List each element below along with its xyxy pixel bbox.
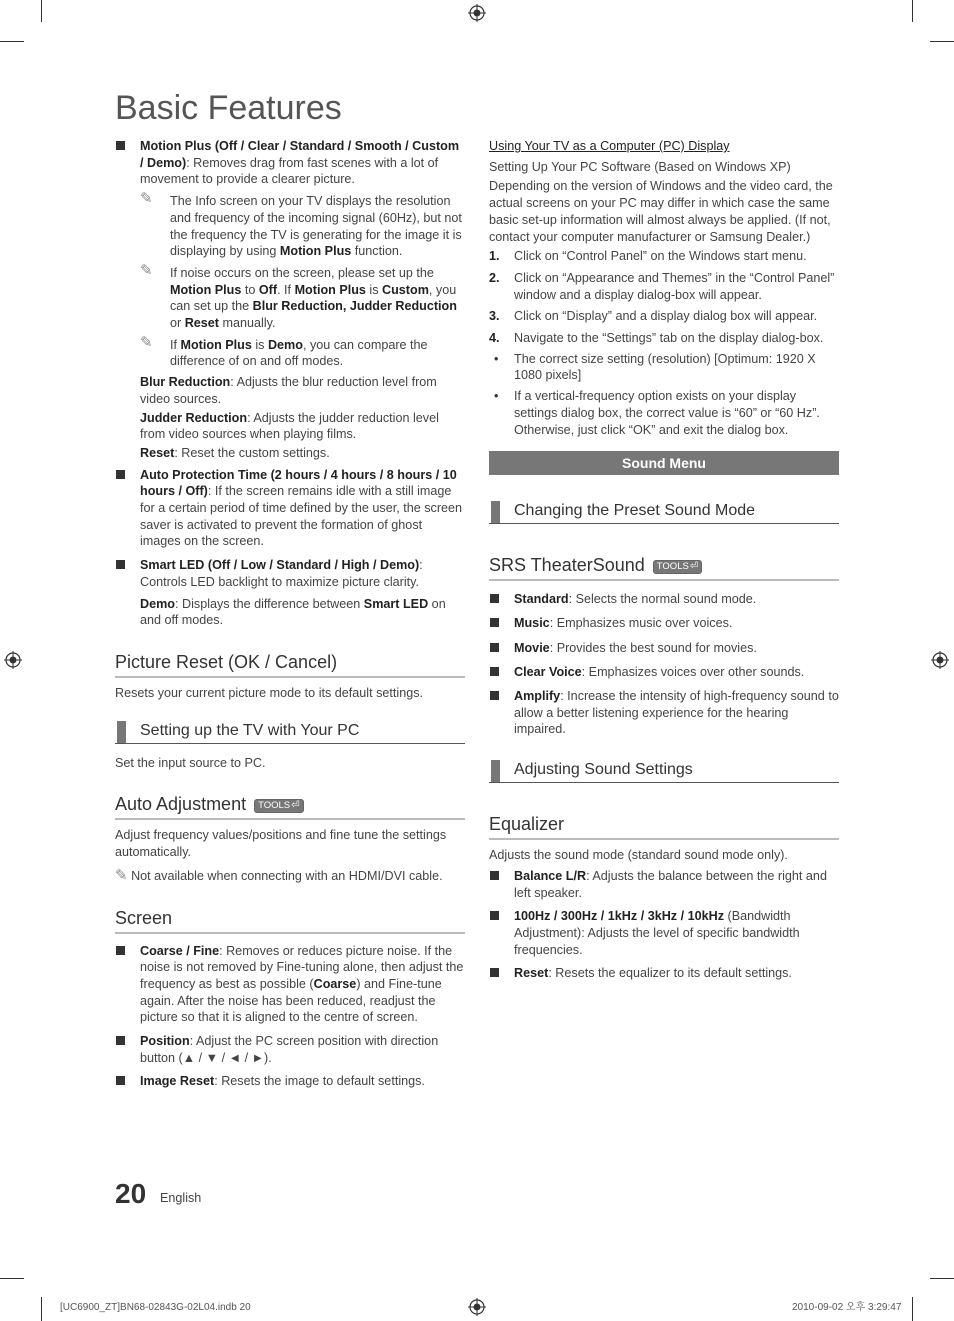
item-label: Clear Voice xyxy=(514,664,582,679)
page-title: Basic Features xyxy=(115,89,342,127)
item-text: : Emphasizes music over voices. xyxy=(549,616,733,631)
note-info-screen: ✎ The Info screen on your TV displays the resolution and frequency of the incoming signal (60Hz), but not the frequency the TV is generating for the image it is displaying by using Motion Plus function. xyxy=(140,190,462,259)
pc-step-item xyxy=(489,308,839,325)
page-number: 20 xyxy=(115,1178,147,1209)
srs-items-list xyxy=(489,591,839,738)
pc-note-item: • The correct size setting (resolution) [Optimum: 1920 X 1080 pixels] xyxy=(489,351,839,384)
registration-mark-icon xyxy=(468,1298,486,1316)
blur-reduction-item: Blur Reduction: Adjusts the blur reduction level from video sources. xyxy=(140,375,437,406)
pencil-note-icon: ✎ xyxy=(140,261,153,279)
picture-reset-text: Resets your current picture mode to its default settings. xyxy=(115,685,423,700)
footer-timestamp: 2010-09-02 오후 3:29:47 xyxy=(792,1302,902,1313)
srs-heading: SRS TheaterSound TOOLS⏎ xyxy=(489,554,839,581)
tools-return-icon: ⏎ xyxy=(689,560,699,572)
screen-heading: Screen xyxy=(115,907,465,934)
item-text: : Increase the intensity of high-frequency sound to allow a better listening experience for the hearing impaired. xyxy=(514,689,839,737)
note-demo: ✎ If Motion Plus is Demo, you can compare the difference of on and off modes. xyxy=(140,333,428,369)
equalizer-heading: Equalizer xyxy=(489,813,839,840)
item-label: 100Hz / 300Hz / 1kHz / 3kHz / 10kHz xyxy=(514,909,724,924)
crop-mark xyxy=(930,41,954,42)
registration-mark-icon xyxy=(468,4,486,22)
item-text: (Bandwidth Adjustment): Adjusts the level of specific bandwidth frequencies. xyxy=(514,909,800,957)
pencil-note-icon: ✎ xyxy=(140,190,153,208)
smart-led-item: Smart LED (Off / Low / Standard / High / Demo): Controls LED backlight to maximize picture clarity. xyxy=(115,557,465,590)
crop-mark xyxy=(912,1297,913,1321)
right-column xyxy=(489,138,839,982)
item-text: : Emphasizes voices over other sounds. xyxy=(581,664,805,679)
step-number: 3. xyxy=(489,309,500,324)
step-number: 4. xyxy=(489,331,500,346)
srs-item xyxy=(489,640,839,657)
position-item: Position: Adjust the PC screen position with direction button (▲ / ▼ / ◄ / ►). xyxy=(115,1033,465,1066)
step-text: Click on “Appearance and Themes” in the “Control Panel” window and a display dialog-box will appear. xyxy=(514,270,835,302)
step-number: 2. xyxy=(489,270,500,285)
image-reset-item: Image Reset: Resets the image to default settings. xyxy=(115,1073,465,1090)
crop-mark xyxy=(41,1297,42,1321)
srs-item xyxy=(489,615,839,632)
demo-item: Demo: Displays the difference between Smart LED on and off modes. xyxy=(140,596,446,628)
pc-display-intro: Depending on the version of Windows and the video card, the actual screens on your PC may differ in which case the same basic set-up information will almost always be applied. (If not, contact your computer manufacturer or Samsung Dealer.) xyxy=(489,179,833,244)
pc-notes-list xyxy=(489,351,839,439)
setup-pc-heading: Setting up the TV with Your PC xyxy=(115,721,465,744)
crop-mark xyxy=(912,0,913,22)
tools-badge: TOOLS⏎ xyxy=(653,560,702,574)
pencil-note-icon: ✎ xyxy=(140,333,153,351)
equalizer-items-list xyxy=(489,868,839,982)
step-number: 1. xyxy=(489,249,500,264)
pc-step-item xyxy=(489,330,839,347)
pc-step-item xyxy=(489,248,839,265)
equalizer-item xyxy=(489,868,839,901)
page-language: English xyxy=(160,1191,202,1205)
preset-sound-heading: Changing the Preset Sound Mode xyxy=(489,501,839,524)
item-label: Music xyxy=(514,616,550,631)
auto-adjustment-text: Adjust frequency values/positions and fine tune the settings automatically. xyxy=(115,828,447,860)
auto-adjustment-heading: Auto Adjustment TOOLS⏎ xyxy=(115,793,465,820)
pc-step-item xyxy=(489,270,839,303)
pc-note-item: • If a vertical-frequency option exists on your display settings dialog box, the correct value is “60” or “60 Hz”. Otherwise, just click “OK” and exit the dialog box. xyxy=(489,388,839,438)
item-label: Amplify xyxy=(514,689,561,704)
item-text: : Provides the best sound for movies. xyxy=(549,640,757,655)
pencil-note-icon: ✎ xyxy=(115,866,128,884)
equalizer-item xyxy=(489,965,839,982)
crop-mark xyxy=(0,41,24,42)
pc-display-subtitle: Setting Up Your PC Software (Based on Windows XP) xyxy=(489,159,791,174)
setup-pc-text: Set the input source to PC. xyxy=(115,755,266,770)
item-label: Balance L/R xyxy=(514,868,587,883)
crop-mark xyxy=(930,1278,954,1279)
crop-mark xyxy=(41,0,42,22)
judder-reduction-item: Judder Reduction: Adjusts the judder reduction level from video sources when playing films. xyxy=(140,410,439,442)
srs-item xyxy=(489,591,839,608)
registration-mark-icon xyxy=(931,651,949,669)
srs-item xyxy=(489,664,839,681)
reset-custom-item: Reset: Reset the custom settings. xyxy=(140,445,330,460)
tools-return-icon: ⏎ xyxy=(291,799,300,811)
crop-mark xyxy=(0,1278,24,1279)
footer-file-info: [UC6900_ZT]BN68-02843G-02L04.indb 20 xyxy=(60,1302,251,1313)
left-column xyxy=(115,138,465,1090)
srs-item xyxy=(489,688,839,738)
step-text: Click on “Display” and a display dialog box will appear. xyxy=(514,309,818,324)
item-text: : Resets the equalizer to its default settings. xyxy=(548,966,792,981)
item-label: Movie xyxy=(514,640,550,655)
item-label: Reset xyxy=(514,966,549,981)
sound-menu-band: Sound Menu xyxy=(489,451,839,475)
item-text: : Selects the normal sound mode. xyxy=(568,592,757,607)
motion-plus-item: Motion Plus (Off / Clear / Standard / Smooth / Custom / Demo): Removes drag from fast scenes with a lot of movement to provide a clearer picture. xyxy=(115,138,465,188)
auto-protection-item: Auto Protection Time (2 hours / 4 hours / 8 hours / 10 hours / Off): If the screen remains idle with a still image for a certain period of time defined by the user, the screen saver is activated to prevent the formation of ghost images on the screen. xyxy=(115,467,465,551)
registration-mark-icon xyxy=(4,651,22,669)
auto-adjustment-note: ✎ Not available when connecting with an HDMI/DVI cable. xyxy=(115,866,443,884)
equalizer-item xyxy=(489,908,839,958)
pc-display-title: Using Your TV as a Computer (PC) Display xyxy=(489,139,730,153)
picture-reset-heading: Picture Reset (OK / Cancel) xyxy=(115,651,465,678)
step-text: Click on “Control Panel” on the Windows start menu. xyxy=(514,249,807,264)
tools-badge: TOOLS⏎ xyxy=(254,799,303,813)
pc-steps-list xyxy=(489,248,839,347)
adjust-sound-heading: Adjusting Sound Settings xyxy=(489,760,839,783)
item-label: Standard xyxy=(514,592,569,607)
step-text: Navigate to the “Settings” tab on the display dialog-box. xyxy=(514,331,824,346)
coarse-fine-item: Coarse / Fine: Removes or reduces picture noise. If the noise is not removed by Fine-tuning alone, then adjust the frequency as best as possible (Coarse) and Fine-tune again. After the noise has been reduced, readjust the picture so that it is aligned to the centre of screen. xyxy=(115,943,465,1027)
equalizer-text: Adjusts the sound mode (standard sound mode only). xyxy=(489,848,788,863)
note-noise: ✎ If noise occurs on the screen, please set up the Motion Plus to Off. If Motion Plus is Custom, you can set up the Blur Reduction, Judder Reduction or Reset manually. xyxy=(140,261,457,331)
item-text: : Adjusts the balance between the right and left speaker. xyxy=(514,868,827,900)
